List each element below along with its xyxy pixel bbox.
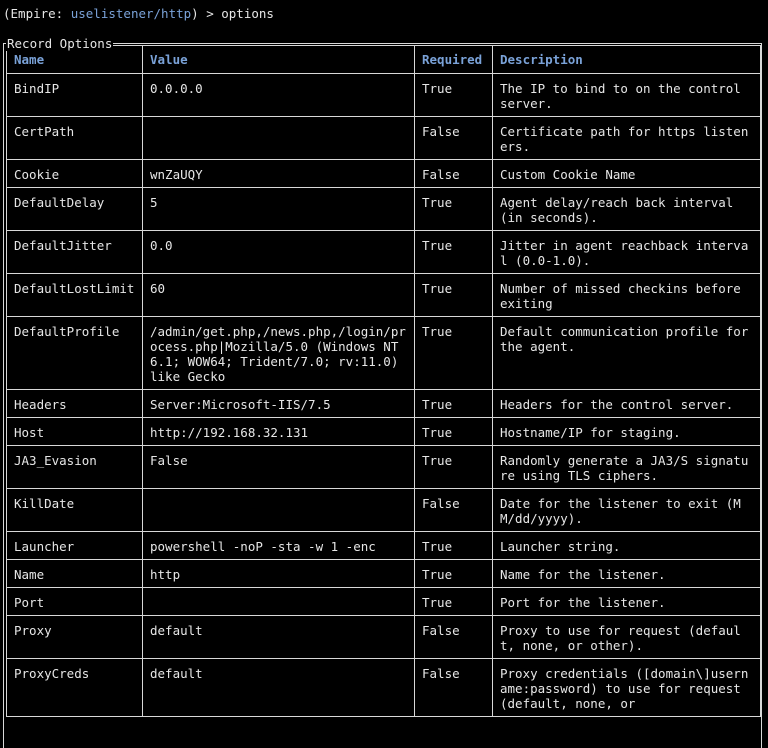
option-description: Agent delay/reach back interval (in seconds). bbox=[493, 188, 761, 231]
option-description: Date for the listener to exit (MM/dd/yyyy). bbox=[493, 489, 761, 532]
option-name: JA3_Evasion bbox=[7, 446, 143, 489]
option-name: Host bbox=[7, 418, 143, 446]
option-value: powershell -noP -sta -w 1 -enc bbox=[143, 532, 415, 560]
option-required: True bbox=[415, 532, 493, 560]
option-description: Custom Cookie Name bbox=[493, 160, 761, 188]
column-header-description: Description bbox=[493, 46, 761, 74]
option-value: 60 bbox=[143, 274, 415, 317]
option-required: True bbox=[415, 188, 493, 231]
option-name: BindIP bbox=[7, 74, 143, 117]
option-required: True bbox=[415, 231, 493, 274]
option-description: The IP to bind to on the control server. bbox=[493, 74, 761, 117]
prompt-prefix: (Empire: bbox=[3, 6, 71, 21]
option-value bbox=[143, 489, 415, 532]
option-name: KillDate bbox=[7, 489, 143, 532]
option-name: Launcher bbox=[7, 532, 143, 560]
option-description: Randomly generate a JA3/S signature using TLS ciphers. bbox=[493, 446, 761, 489]
option-value bbox=[143, 588, 415, 616]
option-value: 5 bbox=[143, 188, 415, 231]
options-table bbox=[6, 45, 761, 717]
option-required: True bbox=[415, 418, 493, 446]
option-required: False bbox=[415, 117, 493, 160]
prompt-module: uselistener/http bbox=[70, 6, 192, 21]
table-row bbox=[7, 659, 761, 717]
section-title: Record Options bbox=[7, 36, 113, 51]
option-name: Proxy bbox=[7, 616, 143, 659]
option-value: 0.0 bbox=[143, 231, 415, 274]
table-row bbox=[7, 317, 761, 390]
option-required: True bbox=[415, 74, 493, 117]
column-header-name: Name bbox=[7, 46, 143, 74]
option-name: DefaultProfile bbox=[7, 317, 143, 390]
column-header-required: Required bbox=[415, 46, 493, 74]
option-name: Headers bbox=[7, 390, 143, 418]
option-description: Jitter in agent reachback interval (0.0-1.0). bbox=[493, 231, 761, 274]
option-value: Server:Microsoft-IIS/7.5 bbox=[143, 390, 415, 418]
table-row bbox=[7, 616, 761, 659]
option-required: True bbox=[415, 390, 493, 418]
option-name: Cookie bbox=[7, 160, 143, 188]
option-name: DefaultJitter bbox=[7, 231, 143, 274]
table-row bbox=[7, 160, 761, 188]
option-description: Certificate path for https listeners. bbox=[493, 117, 761, 160]
table-row bbox=[7, 446, 761, 489]
option-required: True bbox=[415, 274, 493, 317]
table-row bbox=[7, 74, 761, 117]
table-row bbox=[7, 188, 761, 231]
option-value: default bbox=[143, 659, 415, 717]
option-required: True bbox=[415, 560, 493, 588]
option-description: Number of missed checkins before exiting bbox=[493, 274, 761, 317]
option-name: CertPath bbox=[7, 117, 143, 160]
table-row bbox=[7, 274, 761, 317]
table-row bbox=[7, 588, 761, 616]
option-description: Launcher string. bbox=[493, 532, 761, 560]
option-required: False bbox=[415, 489, 493, 532]
table-row bbox=[7, 489, 761, 532]
option-description: Headers for the control server. bbox=[493, 390, 761, 418]
option-name: DefaultDelay bbox=[7, 188, 143, 231]
option-name: Port bbox=[7, 588, 143, 616]
option-description: Default communication profile for the agent. bbox=[493, 317, 761, 390]
option-required: False bbox=[415, 160, 493, 188]
option-value: False bbox=[143, 446, 415, 489]
option-value: http bbox=[143, 560, 415, 588]
option-required: True bbox=[415, 588, 493, 616]
option-value: 0.0.0.0 bbox=[143, 74, 415, 117]
table-row bbox=[7, 390, 761, 418]
option-required: False bbox=[415, 659, 493, 717]
option-name: DefaultLostLimit bbox=[7, 274, 143, 317]
option-name: Name bbox=[7, 560, 143, 588]
terminal-prompt bbox=[3, 6, 274, 21]
table-row bbox=[7, 560, 761, 588]
table-header-row bbox=[7, 46, 761, 74]
table-row bbox=[7, 418, 761, 446]
option-value: wnZaUQY bbox=[143, 160, 415, 188]
prompt-command: ) > options bbox=[191, 6, 274, 21]
option-required: True bbox=[415, 317, 493, 390]
option-description: Name for the listener. bbox=[493, 560, 761, 588]
table-row bbox=[7, 532, 761, 560]
option-value bbox=[143, 117, 415, 160]
option-value: default bbox=[143, 616, 415, 659]
option-name: ProxyCreds bbox=[7, 659, 143, 717]
column-header-value: Value bbox=[143, 46, 415, 74]
option-description: Port for the listener. bbox=[493, 588, 761, 616]
option-description: Proxy to use for request (default, none, or other). bbox=[493, 616, 761, 659]
option-description: Proxy credentials ([domain\]username:password) to use for request (default, none, or bbox=[493, 659, 761, 717]
table-row bbox=[7, 117, 761, 160]
table-row bbox=[7, 231, 761, 274]
option-value: http://192.168.32.131 bbox=[143, 418, 415, 446]
option-required: False bbox=[415, 616, 493, 659]
option-description: Hostname/IP for staging. bbox=[493, 418, 761, 446]
option-value: /admin/get.php,/news.php,/login/process.php|Mozilla/5.0 (Windows NT 6.1; WOW64; Trident/7.0; rv:11.0) like Gecko bbox=[143, 317, 415, 390]
option-required: True bbox=[415, 446, 493, 489]
